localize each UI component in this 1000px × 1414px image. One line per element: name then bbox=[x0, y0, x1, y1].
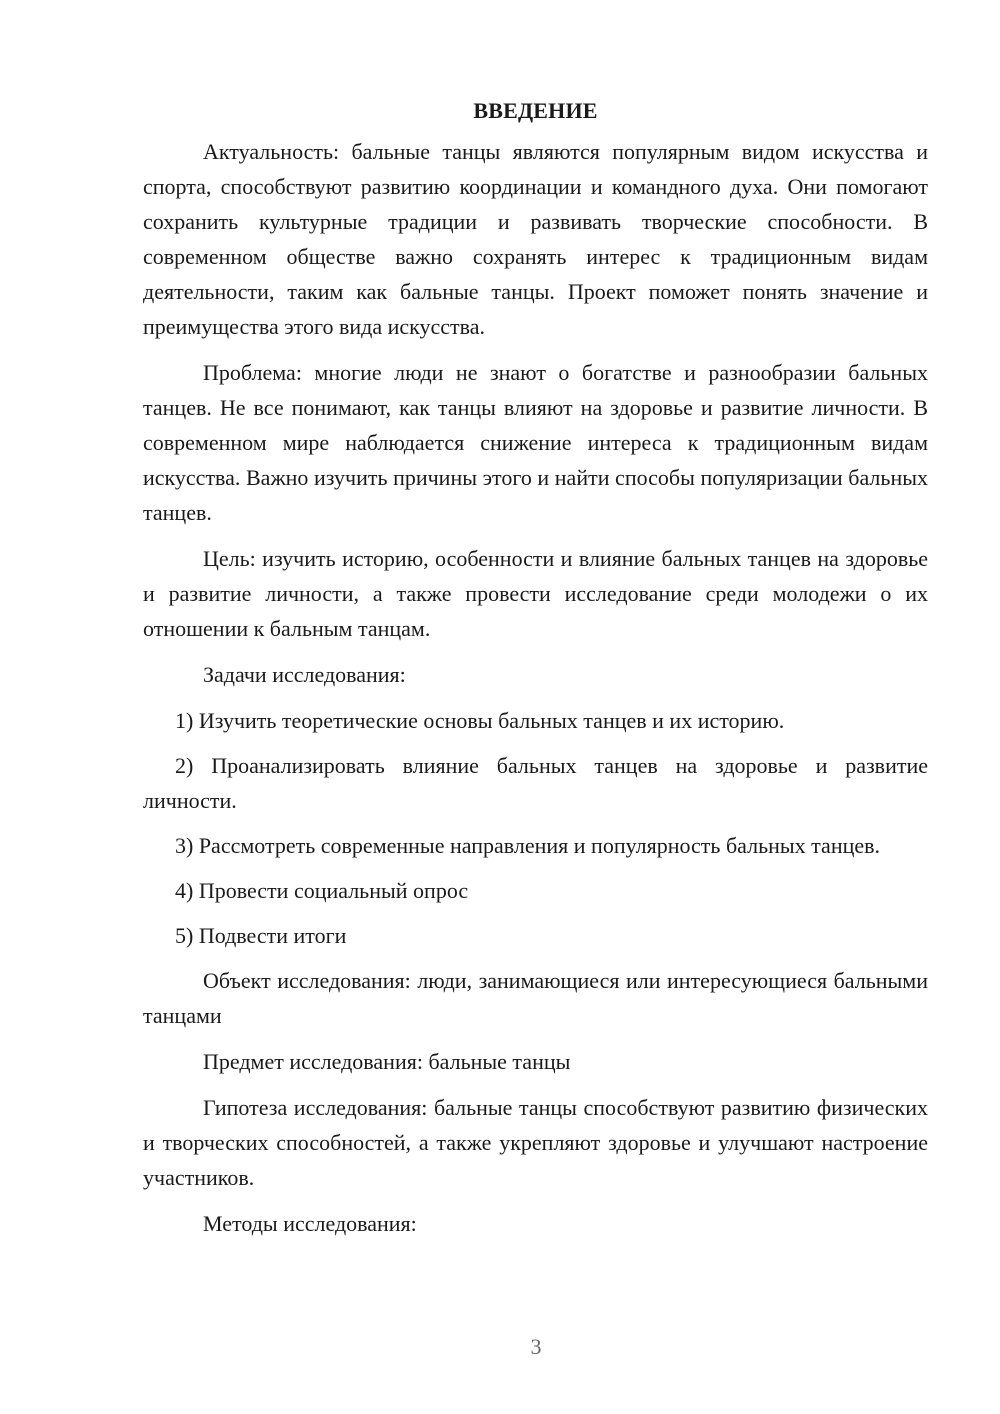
task-item: 2) Проанализировать влияние бальных танцев на здоровье и развитие личности. bbox=[143, 753, 928, 813]
page-body bbox=[143, 94, 928, 1252]
problem-paragraph: Проблема: многие люди не знают о богатстве и разнообразии бальных танцев. Не все понимают, как танцы влияют на здоровье и развитие личности. В современном мире наблюдается снижение интереса к традиционным видам искусства. Важно изучить причины этого и найти способы популяризации бальных танцев. bbox=[143, 360, 928, 525]
relevance-paragraph: Актуальность: бальные танцы являются популярным видом искусства и спорта, способствуют развитию координации и командного духа. Они помогают сохранить культурные традиции и развивать творческие способности. В современном обществе важно сохранять интерес к традиционным видам деятельности, таким как бальные танцы. Проект поможет понять значение и преимущества этого вида искусства. bbox=[143, 139, 928, 339]
methods-paragraph: Методы исследования: bbox=[203, 1211, 417, 1236]
tasks-list bbox=[143, 703, 928, 953]
task-item: 4) Провести социальный опрос bbox=[175, 878, 469, 903]
hypothesis-paragraph: Гипотеза исследования: бальные танцы способствуют развитию физических и творческих способностей, а также укрепляют здоровье и улучшают настроение участников. bbox=[143, 1095, 928, 1190]
task-item: 1) Изучить теоретические основы бальных танцев и их историю. bbox=[175, 708, 785, 733]
section-title: ВВЕДЕНИЕ bbox=[473, 98, 598, 123]
object-paragraph: Объект исследования: люди, занимающиеся или интересующиеся бальными танцами bbox=[143, 968, 928, 1028]
goal-paragraph: Цель: изучить историю, особенности и влияние бальных танцев на здоровье и развитие личности, а также провести исследование среди молодежи о их отношении к бальным танцам. bbox=[143, 546, 928, 641]
task-item: 5) Подвести итоги bbox=[175, 923, 347, 948]
tasks-heading: Задачи исследования: bbox=[203, 662, 406, 687]
page-number: 3 bbox=[530, 1334, 542, 1359]
subject-paragraph: Предмет исследования: бальные танцы bbox=[203, 1049, 571, 1074]
task-item: 3) Рассмотреть современные направления и популярность бальных танцев. bbox=[175, 833, 881, 858]
